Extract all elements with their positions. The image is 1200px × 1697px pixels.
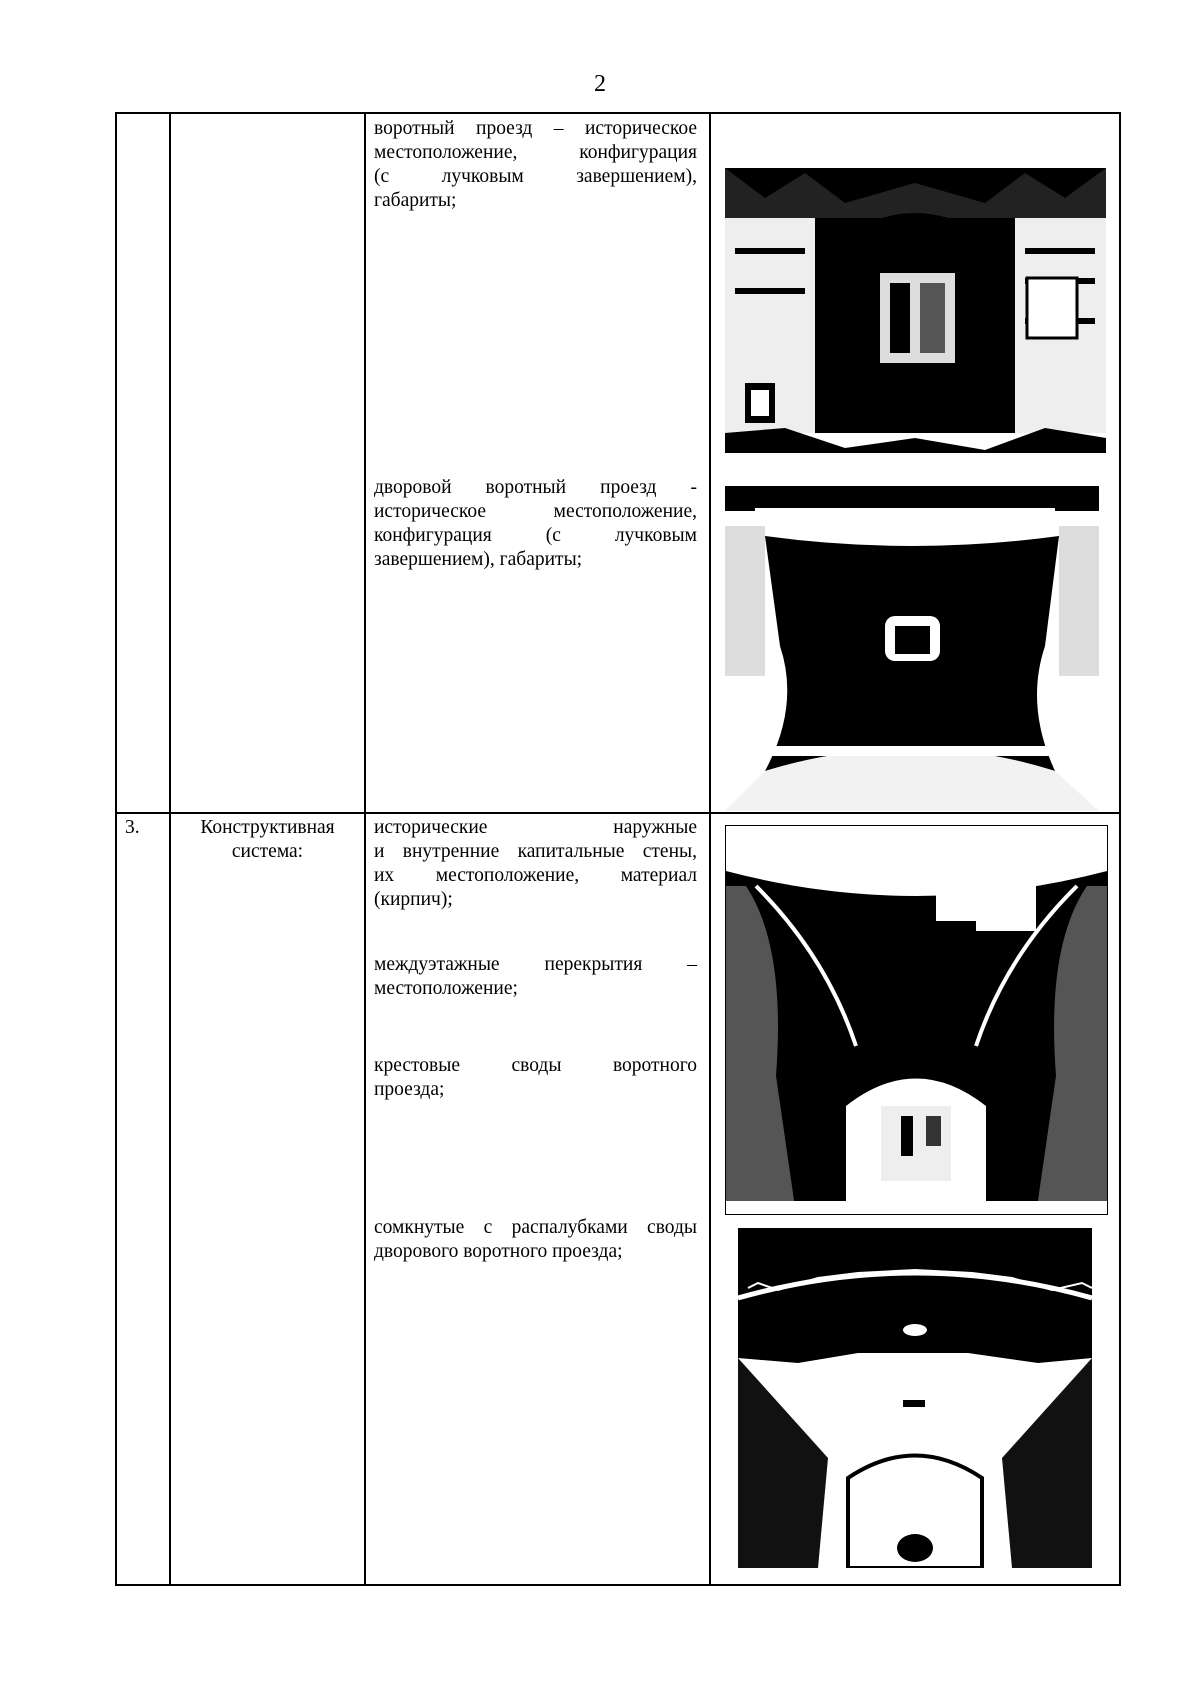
text-line: и внутренние капитальные стены,	[374, 841, 697, 862]
text-line: система:	[231, 841, 304, 862]
text-line: их местоположение, материал	[374, 865, 697, 886]
text-line: проезда;	[374, 1079, 445, 1100]
row-b-item-4	[374, 1216, 697, 1264]
column-divider-1	[169, 112, 171, 1586]
page-number: 2	[594, 71, 606, 97]
row-b-item-2	[374, 953, 697, 1001]
text-line: исторические наружные	[374, 817, 697, 838]
text-line: габариты;	[374, 190, 457, 211]
column-divider-3	[709, 112, 711, 1586]
row-number: 3.	[125, 817, 140, 838]
text-line: конфигурация (с лучковым	[374, 525, 697, 546]
photo-courtyard-gate-passage	[725, 486, 1099, 811]
text-line: историческое местоположение,	[374, 501, 697, 522]
row-b-item-3	[374, 1054, 697, 1102]
row-a-item-1	[374, 117, 697, 213]
text-line: местоположение;	[374, 978, 518, 999]
text-line: (кирпич);	[374, 889, 453, 910]
table-right-border	[1119, 112, 1121, 1586]
row-a-item-2	[374, 476, 697, 572]
column-divider-2	[364, 112, 366, 1586]
text-line: дворового воротного проезда;	[374, 1241, 623, 1262]
photo-gate-passage	[725, 128, 1106, 453]
photo-cross-vaults	[725, 825, 1108, 1215]
photo-closed-vaults	[738, 1228, 1092, 1568]
table-left-border	[115, 112, 117, 1586]
table-top-border	[115, 112, 1121, 114]
text-line: сомкнутые с распалубками своды	[374, 1217, 697, 1238]
row-divider	[115, 812, 1121, 814]
text-line: Конструктивная	[200, 817, 335, 838]
text-line: воротный проезд – историческое	[374, 118, 697, 139]
text-line: (с лучковым завершением),	[374, 166, 697, 187]
text-line: дворовой воротный проезд -	[374, 477, 697, 498]
text-line: местоположение, конфигурация	[374, 142, 697, 163]
table-bottom-border	[115, 1584, 1121, 1586]
text-line: завершением), габариты;	[374, 549, 583, 570]
row-b-item-1	[374, 816, 697, 912]
row-name	[174, 816, 361, 864]
text-line: крестовые своды воротного	[374, 1055, 697, 1076]
text-line: междуэтажные перекрытия –	[374, 954, 697, 975]
